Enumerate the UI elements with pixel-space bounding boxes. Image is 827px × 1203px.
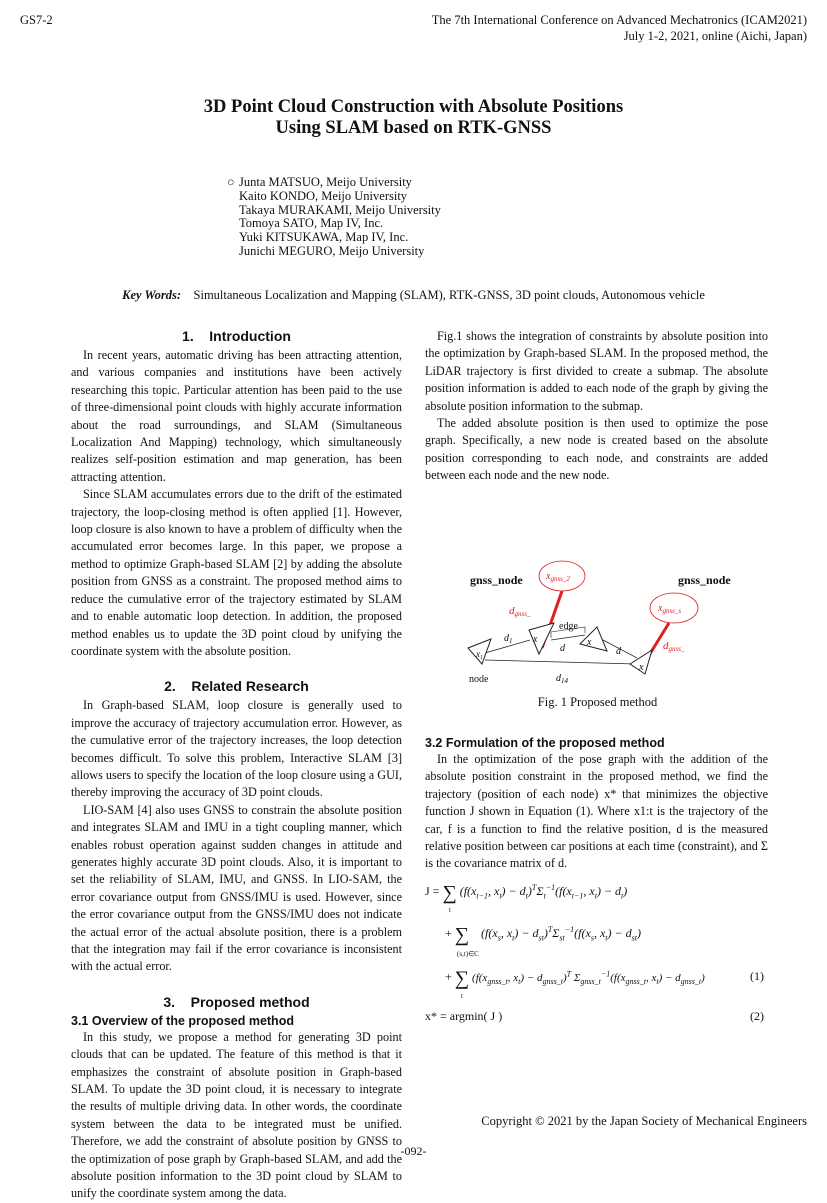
paragraph: Fig.1 shows the integration of constraints by absolute position into the optimization by Graph-based SLAM. In the proposed method, the LiDAR trajectory is first divided to create a submap. The absolute position information is added to each node of the graph by giving the absolute position information to the submap.	[425, 329, 768, 413]
edge-label: edge	[559, 621, 578, 632]
node-x1: $x_1$	[476, 649, 483, 661]
node-label: node	[469, 674, 489, 685]
d14-label: $d_{14}$	[556, 673, 568, 685]
node-x: x	[533, 634, 538, 645]
author: Yuki KITSUKAWA, Map IV, Inc.	[239, 230, 409, 245]
loop-edge-line	[485, 660, 637, 664]
right-column	[425, 328, 768, 485]
figure-1	[425, 560, 770, 710]
copyright: Copyright © 2021 by the Japan Society of Mechanical Engineers	[481, 1114, 807, 1128]
node-x: x	[587, 637, 592, 648]
d1-label: $d_1$	[504, 633, 513, 645]
right-column-lower	[425, 735, 768, 873]
paragraph: In the optimization of the pose graph with the addition of the absolute position constraint in the proposed method, we find the trajectory (position of each node) x* that minimizes the objective function J shown in Equation (1). Where x1:t is the trajectory of the car, f is a function to find the relative position, d is the measured relative position between car positions at each time (constraint), and Σ is the covariance matrix of d.	[425, 752, 768, 871]
equation-1-line-3: + ∑ t ($f(x_{gnss\_t}$, $x_t) - d_{gnss\_t})^T$ $\Sigma_{gnss\_t}^{-1}(f(x_{gnss\_t}$, $x_t) - d_{gnss\_t}$) (1)	[445, 967, 764, 1000]
equation-block	[425, 880, 768, 1036]
author: Kaito KONDO, Meijo University	[239, 188, 408, 203]
d-gnss-label: dgnss_	[663, 640, 685, 653]
equation-number: (2)	[750, 1009, 764, 1023]
paragraph: In recent years, automatic driving has been attracting attention, and various companies and institutions have been actively researching this topic. Particular attention has been paid to the use of three-dimensional point clouds with highly accurate information about the road surroundings, and SLAM (Simultaneous Localization And Mapping) technology, which simultaneously realizes self-position estimation and map generation, has been attracting attention.	[71, 348, 402, 484]
d-gnss-label: dgnss_	[509, 605, 531, 618]
paragraph: LIO-SAM [4] also uses GNSS to constrain the absolute position and integrates SLAM and IMU in a tight coupling manner, which enables robust operation against sudden changes in attitude and generates highly accurate 3D point clouds. Also, it is important to set the reliability of SLAM, IMU, and GNSS. In LIO-SAM, the error covariance output from GNSS/IMU is used. However, since the error covariance output from the GNSS/IMU does not indicate the actual error of the actual absolute position, there is a problem that the integration may fail if the error covariance is inconsistent with the actual error.	[71, 802, 402, 974]
paragraph: In this study, we propose a method for generating 3D point clouds that can be updated. The feature of this method is that it emphasizes the constraint of absolute position in Graph-based SLAM. To update the 3D point cloud, it is necessary to integrate the results of multiple driving data. In other words, the coordinate system between the data to be integrated must be unified. Therefore, we add the constraint of absolute position by GNSS to the optimization of pose graph by Graph-based SLAM, and add the absolute position information to the 3D point cloud by SLAM to unify the coordinate system among the data.	[71, 1029, 402, 1201]
gnss-node-label: gnss_node	[470, 573, 523, 587]
section-heading: 2. Related Research	[164, 678, 309, 695]
equation-number: (1)	[750, 969, 764, 983]
keywords-label: Key Words	[122, 288, 177, 302]
figure-caption: Fig. 1 Proposed method	[537, 695, 658, 709]
page-number: -092-	[400, 1144, 427, 1158]
conference-header	[432, 12, 807, 44]
edge-line	[551, 635, 585, 640]
left-column	[71, 328, 402, 1203]
section-heading: 1. Introduction	[182, 328, 291, 344]
keywords: Key Words: Simultaneous Localization and Mapping (SLAM), RTK-GNSS, 3D point clouds, Autonomous vehicle	[122, 288, 705, 302]
proposed-method-diagram	[425, 560, 770, 690]
author: ○ Junta MATSUO, Meijo University	[227, 175, 412, 189]
gnss-node-x2: $x_{gnss\_2}$	[546, 571, 570, 583]
gnss-node-xs: $x_{gnss\_s}$	[658, 603, 682, 615]
paper-code: GS7-2	[20, 13, 53, 27]
equation-1-line-1: J = ∑ t ($f(x_{t-1}$, $x_t) - d_t)^T\Sigma_t^{-1}(f(x_{t-1}$, $x_t) - d_t$)	[425, 882, 628, 914]
paragraph: In Graph-based SLAM, loop closure is generally used to improve the accuracy of trajectory accumulation error. However, as the cumulative error of the trajectory increases, the loop detection becomes difficult. To solve this problem, Interactive SLAM [3] allows users to specify the location of the loop closure using a GUI, thereby improving the accuracy of 3D point clouds.	[71, 698, 402, 800]
author: Tomoya SATO, Map IV, Inc.	[239, 216, 384, 231]
subsection-heading: 3.2 Formulation of the proposed method	[425, 736, 665, 750]
keywords-text: Simultaneous Localization and Mapping (SLAM), RTK-GNSS, 3D point clouds, Autonomous vehicle	[193, 288, 705, 302]
equation-2	[425, 1008, 768, 1036]
subsection-heading: 3.1 Overview of the proposed method	[71, 1013, 294, 1028]
gnss-node-label: gnss_node	[678, 573, 731, 587]
paper-title	[0, 97, 827, 139]
title-line-1: 3D Point Cloud Construction with Absolute Positions	[203, 97, 624, 117]
conference-name: The 7th International Conference on Advanced Mechatronics (ICAM2021)	[431, 13, 807, 27]
equation-1-line-2: + ∑ (s,t)∈C ($f(x_s$, $x_t) - d_{st})^T\Sigma_{st}^{-1}(f(x_s$, $x_t) - d_{st}$)	[445, 924, 641, 958]
section-heading: 3. Proposed method	[163, 993, 310, 1010]
node-x: x	[639, 662, 644, 673]
author: Junichi MEGURO, Meijo University	[239, 243, 425, 258]
d-label: d	[616, 646, 621, 657]
node-triangle	[580, 627, 607, 651]
title-line-2: Using SLAM based on RTK-GNSS	[275, 118, 552, 138]
paragraph: Since SLAM accumulates errors due to the drift of the estimated trajectory, the loop-closing method is often applied [1]. However, loop closure is also known to have a problem of difficulty when the accumulated error becomes large. In this paper, we propose a method to optimize Graph-based SLAM [2] by adding the absolute position from GNSS as a constraint. The proposed method aims to reduce the cumulative error of the trajectory estimated by SLAM and to enable automatic loop detection. In addition, the proposed method enables us to update the 3D point cloud by unifying the coordinate system with the absolute position.	[71, 487, 402, 658]
author: Takaya MURAKAMI, Meijo University	[239, 202, 441, 217]
conference-date: July 1-2, 2021, online (Aichi, Japan)	[623, 29, 807, 43]
presenter-mark: ○	[227, 175, 235, 189]
author-list	[227, 176, 441, 259]
paragraph: The added absolute position is then used to optimize the pose graph. Specifically, a new node is created based on the absolute position corresponding to each node, and constraints are added between each node and the new node.	[425, 416, 768, 483]
equation-2-text: x* = argmin( J )	[425, 1009, 503, 1023]
d-label: d	[560, 643, 565, 654]
